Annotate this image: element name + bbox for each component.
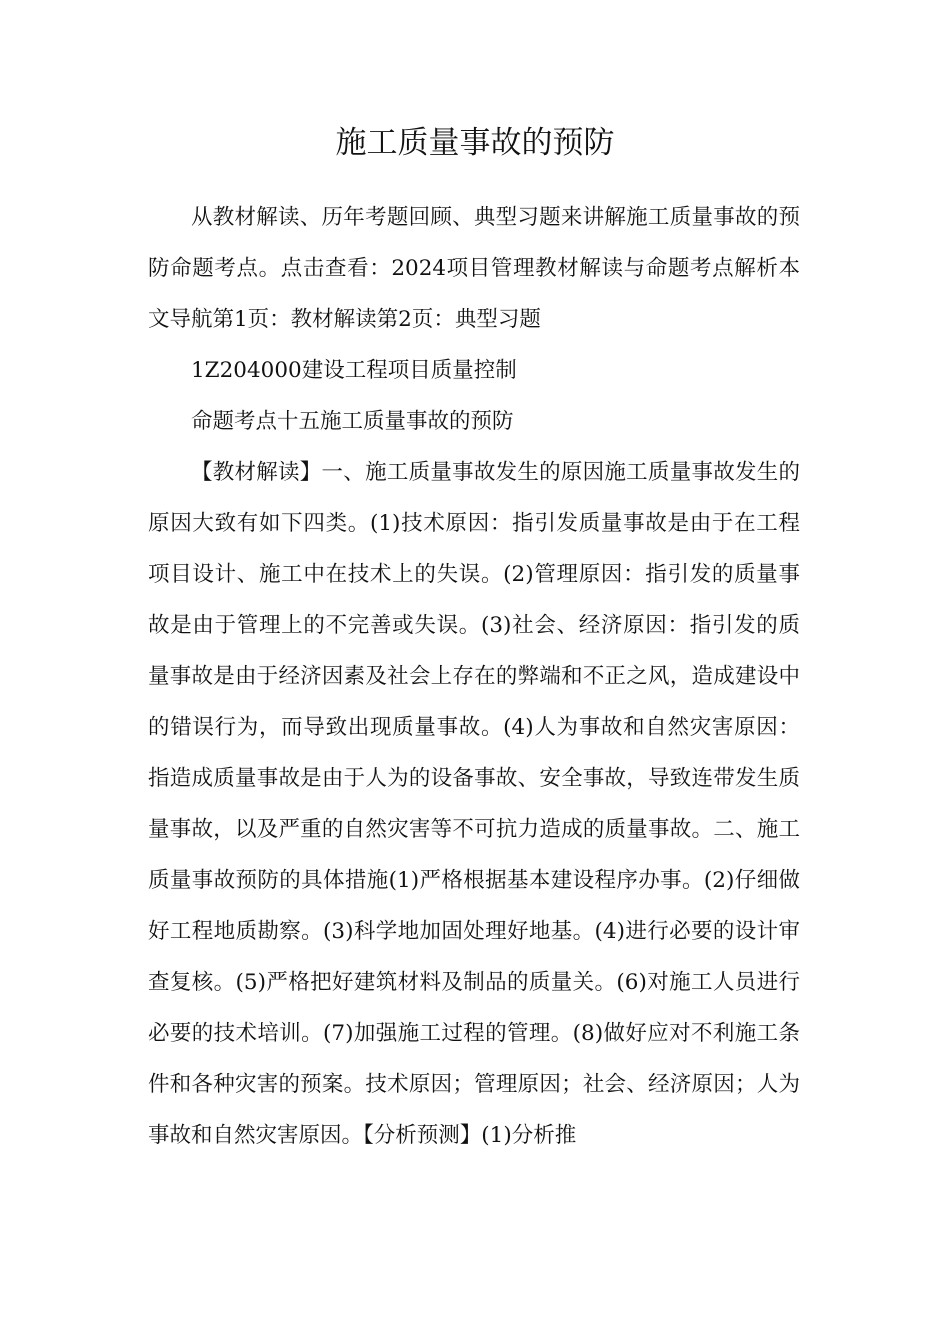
- paragraph-chapter-code: 1Z204000建设工程项目质量控制: [191, 358, 517, 383]
- paragraph-content: 【教材解读】一、施工质量事故发生的原因施工质量事故发生的原因大致有如下四类。(1)技术原因：指引发质量事故是由于在工程项目设计、施工中在技术上的失误。(2)管理原因：指引发的质量事故是由于管理上的不完善或失误。(3)社会、经济原因：指引发的质量事故是由于经济因素及社会上存在的弊端和不正之风，造成建设中的错误行为，而导致出现质量事故。(4)人为事故和自然灾害原因：指造成质量事故是由于人为的设备事故、安全事故，导致连带发生质量事故，以及严重的自然灾害等不可抗力造成的质量事故。二、施工质量事故预防的具体措施(1)严格根据基本建设程序办事。(2)仔细做好工程地质勘察。(3)科学地加固处理好地基。(4)进行必要的设计审查复核。(5)严格把好建筑材料及制品的质量关。(6)对施工人员进行必要的技术培训。(7)加强施工过程的管理。(8)做好应对不利施工条件和各种灾害的预案。技术原因；管理原因；社会、经济原因；人为事故和自然灾害原因。【分析预测】(1)分析推: [148, 460, 800, 1148]
- paragraph-topic: 命题考点十五施工质量事故的预防: [191, 409, 514, 434]
- document-title: 施工质量事故的预防: [335, 125, 615, 161]
- paragraph-intro: 从教材解读、历年考题回顾、典型习题来讲解施工质量事故的预防命题考点。点击查看：2024项目管理教材解读与命题考点解析本文导航第1页：教材解读第2页：典型习题: [148, 205, 800, 332]
- document-body: [148, 192, 800, 1161]
